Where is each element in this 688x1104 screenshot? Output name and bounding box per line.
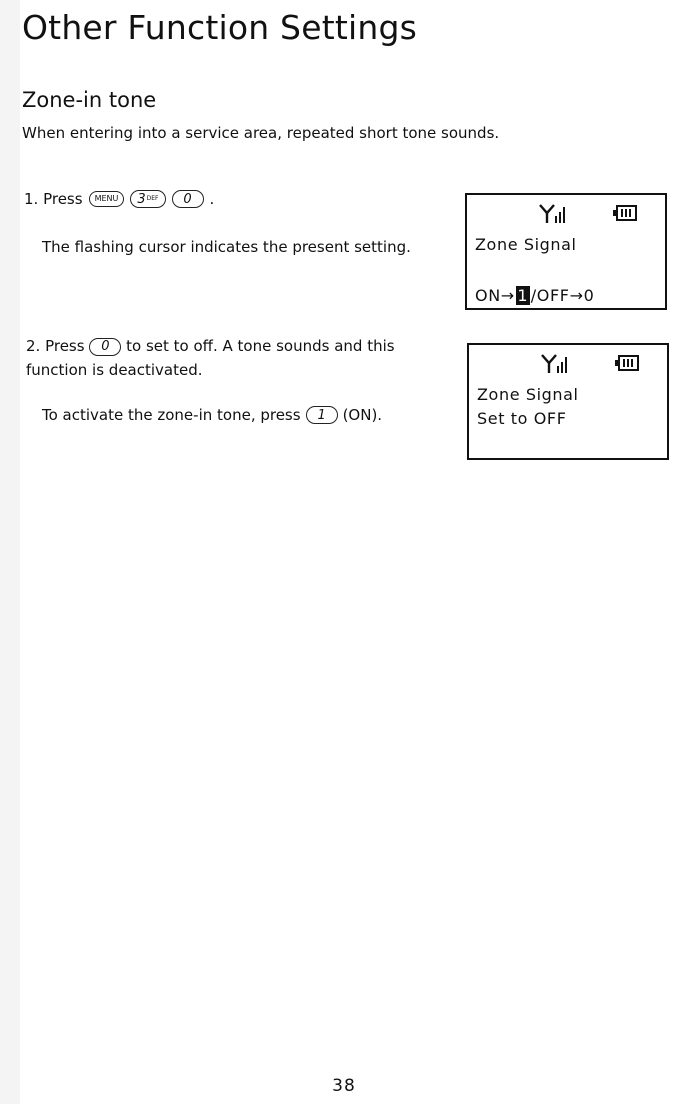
page-number: 38 [332, 1076, 356, 1096]
step-1 [24, 190, 214, 208]
arrow: → [569, 286, 584, 305]
status-bar [469, 353, 667, 375]
option-off-number: 0 [583, 286, 595, 305]
section-heading: Zone-in tone [22, 88, 157, 112]
battery-icon [613, 205, 637, 221]
step-2-text: to set to off. A tone sounds and this function is deactivated. [26, 337, 395, 379]
key-1-icon: 1 [306, 406, 338, 424]
key-0-icon: 0 [89, 338, 121, 356]
option-on: ON [475, 286, 501, 305]
arrow: → [500, 286, 515, 305]
section-intro: When entering into a service area, repeated short tone sounds. [22, 124, 500, 142]
step-2-tip-text: To activate the zone-in tone, press [42, 406, 301, 424]
step-1-end: . [209, 190, 215, 208]
display-text-zone-signal: Zone Signal [475, 235, 577, 254]
step-2-tip [42, 406, 382, 424]
step-2-tip-suffix: (ON). [342, 406, 383, 424]
flashing-cursor: 1 [517, 286, 529, 305]
page-edge-shading [0, 0, 20, 1104]
option-off: /OFF [530, 286, 570, 305]
menu-key-icon: MENU [89, 191, 125, 207]
key-3-digit: 3 [137, 191, 146, 207]
display-text-set-off: Set to OFF [477, 409, 567, 428]
key-3-icon [130, 190, 165, 208]
step-1-label: 1. Press [24, 190, 83, 208]
antenna-signal-icon [541, 353, 567, 373]
phone-display-2 [467, 343, 669, 460]
phone-display-1 [465, 193, 667, 310]
status-bar [467, 203, 665, 225]
display-text-zone-signal: Zone Signal [477, 385, 579, 404]
step-2-label: 2. Press [26, 337, 85, 355]
page-title: Other Function Settings [22, 8, 417, 47]
key-0-icon: 0 [172, 190, 204, 208]
key-3-letters: DEF [146, 195, 159, 202]
step-1-note: The flashing cursor indicates the present setting. [42, 238, 411, 256]
step-2 [26, 334, 436, 382]
battery-icon [615, 355, 639, 371]
display-options-line [475, 286, 594, 305]
antenna-signal-icon [539, 203, 565, 223]
